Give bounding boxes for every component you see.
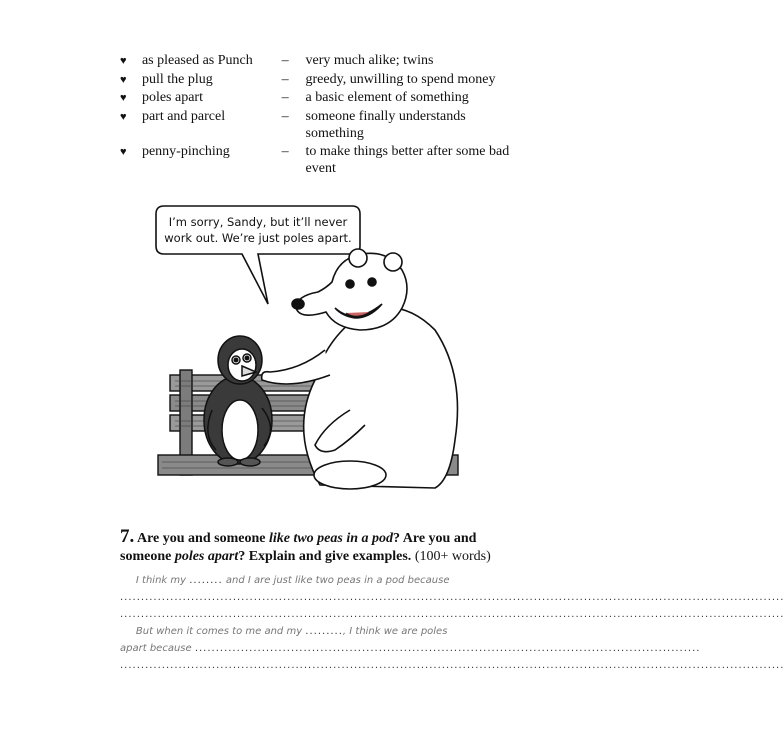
idiom-text: part and parcel	[141, 108, 226, 124]
prompt-text: I think my	[135, 575, 187, 586]
answer-line-5[interactable]: apart because .........................................................................................................................	[120, 643, 701, 654]
cartoon-illustration	[150, 200, 470, 500]
idiom-row	[120, 71, 510, 90]
answer-line-2[interactable]: ...............................................................................................................................................................	[120, 592, 784, 603]
idiom-text: penny-pinching	[141, 143, 230, 159]
dash: –	[281, 108, 289, 124]
idiom-text: pull the plug	[141, 71, 213, 87]
answer-line-1[interactable]: I think my ........ and I are just like two peas in a pod because	[135, 575, 450, 586]
question-italic-1: like two peas in a pod	[268, 531, 394, 546]
penguin-character	[204, 336, 272, 466]
prompt-text: , I think we are poles	[342, 626, 448, 637]
heart-icon: ♥	[120, 92, 127, 104]
heart-icon: ♥	[120, 55, 127, 67]
idiom-row	[120, 52, 510, 71]
question-text-1: Are you and someone	[136, 531, 269, 546]
idiom-row	[120, 108, 510, 143]
idiom-meaning: very much alike; twins	[305, 53, 434, 68]
answer-line-3[interactable]: ...............................................................................................................................................................	[120, 609, 784, 620]
idiom-row	[120, 143, 510, 178]
prompt-text: and I are just like two peas in a pod because	[225, 575, 450, 586]
question-italic-2: poles apart	[174, 549, 239, 564]
heart-icon: ♥	[120, 110, 127, 123]
word-count: (100+ words)	[411, 549, 491, 564]
idiom-meaning: someone finally understands something	[305, 108, 466, 141]
exercise-question	[120, 528, 500, 566]
answer-line-4[interactable]: But when it comes to me and my ........., I think we are poles	[135, 626, 448, 637]
dash: –	[281, 143, 289, 159]
answer-line-6[interactable]: ...............................................................................................................................................................	[120, 660, 784, 671]
prompt-text: But when it comes to me and my	[135, 626, 303, 637]
answer-area[interactable]	[120, 572, 784, 674]
bubble-line-2: work out. We’re just poles apart.	[164, 231, 352, 245]
heart-icon: ♥	[120, 145, 127, 158]
question-text-2: ? Are you and someone	[120, 531, 477, 564]
heart-icon: ♥	[120, 73, 127, 86]
question-text-3: ? Explain and give examples.	[238, 549, 412, 564]
idiom-meaning: greedy, unwilling to spend money	[305, 71, 496, 87]
dash: –	[281, 53, 289, 68]
idiom-list	[120, 52, 510, 178]
bubble-line-1: I’m sorry, Sandy, but it’ll never	[168, 215, 348, 229]
idiom-meaning: to make things better after some bad event	[305, 143, 510, 176]
idiom-meaning: a basic element of something	[305, 90, 469, 105]
prompt-text: apart because	[120, 643, 192, 654]
exercise-number: 7.	[120, 526, 135, 547]
idiom-text: poles apart	[141, 90, 203, 105]
polar-bear-character	[262, 249, 458, 489]
dash: –	[281, 71, 289, 87]
idiom-row	[120, 89, 510, 108]
exercise-7	[120, 526, 784, 674]
idiom-text: as pleased as Punch	[141, 53, 253, 68]
dash: –	[281, 90, 289, 105]
